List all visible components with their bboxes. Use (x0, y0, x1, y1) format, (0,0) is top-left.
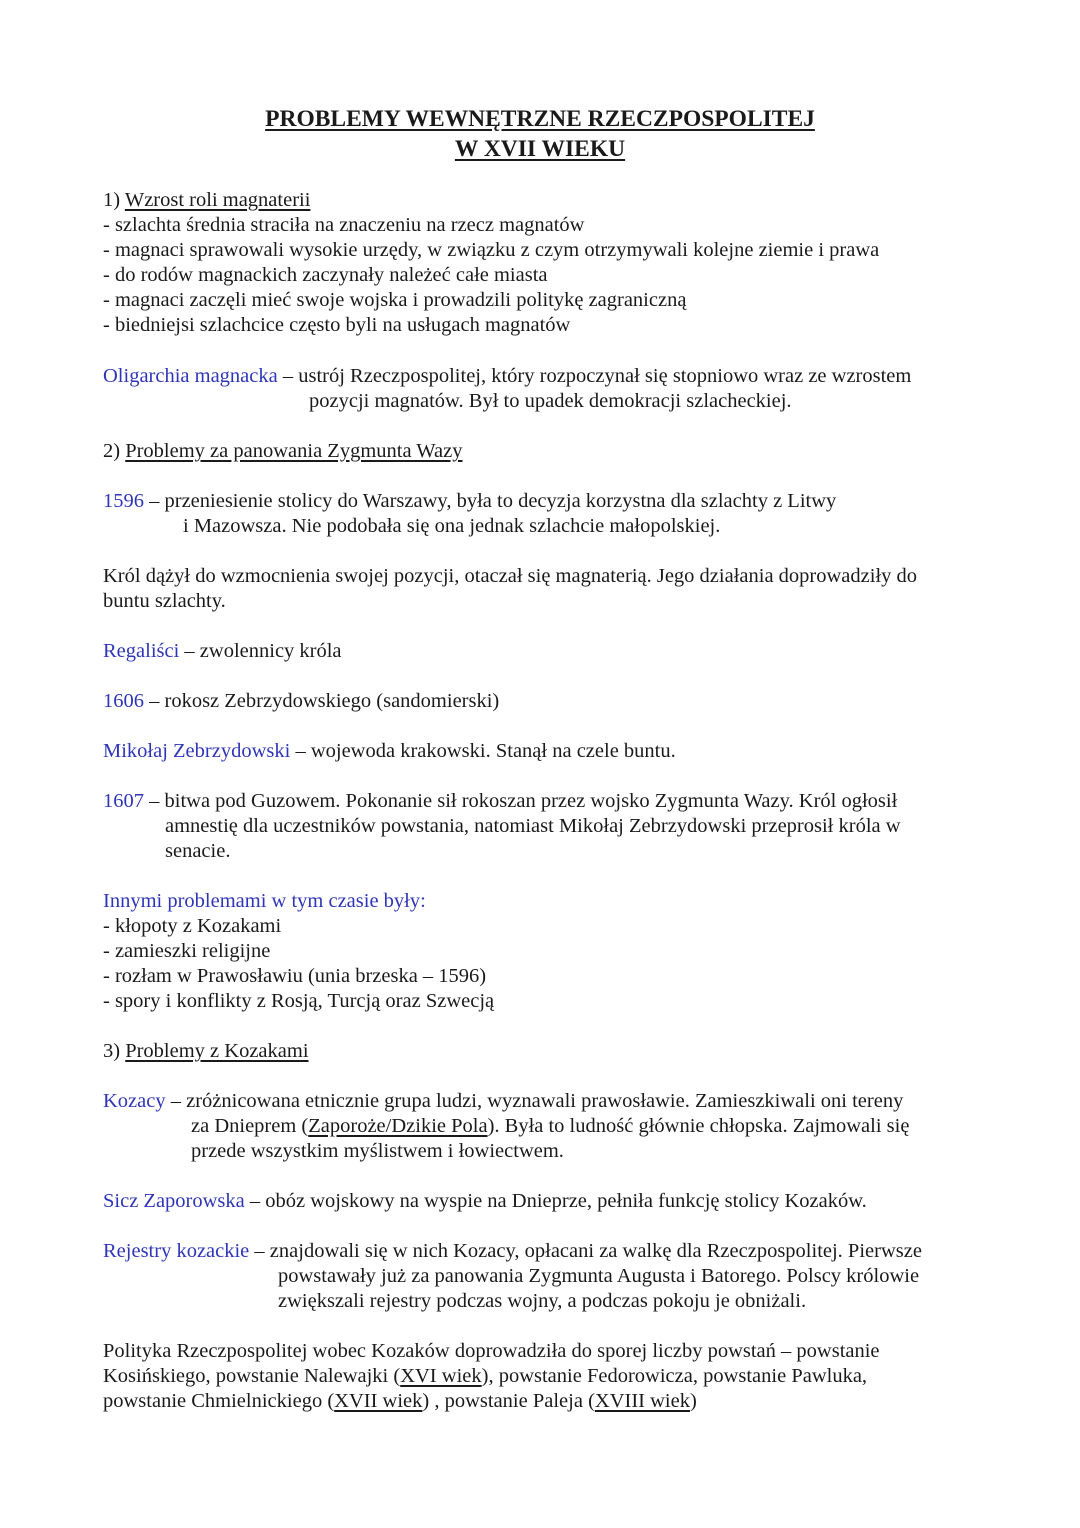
section-1-heading (103, 188, 983, 213)
entry-1596 (103, 489, 983, 539)
definition-sicz (103, 1189, 983, 1214)
entry-text: – rokosz Zebrzydowskiego (sandomierski) (144, 690, 500, 712)
text-segment: Kosińskiego, powstanie Nalewajki ( (103, 1365, 401, 1387)
term-1596: 1596 (103, 490, 144, 512)
term-sicz: Sicz Zaporowska (103, 1190, 245, 1212)
text-segment: ) , powstanie Paleja ( (422, 1390, 595, 1412)
paragraph-krol (103, 564, 983, 614)
definition-text: – obóz wojskowy na wyspie na Dnieprze, pełniła funkcję stolicy Kozaków. (244, 1190, 867, 1212)
paragraph-line: buntu szlachty. (103, 590, 226, 612)
text-segment: powstanie Chmielnickiego ( (103, 1390, 335, 1412)
definition-zebrzydowski (103, 739, 983, 764)
term-zebrzydowski: Mikołaj Zebrzydowski (103, 740, 291, 762)
definition-continuation (103, 1114, 983, 1139)
paragraph-line (103, 1364, 983, 1389)
term-rejestry: Rejestry kozackie (103, 1240, 250, 1262)
definition-line (103, 364, 983, 389)
text-segment: ). Była to ludność głównie chłopska. Zajmowali się (487, 1115, 910, 1137)
list-item: - szlachta średnia straciła na znaczeniu na rzecz magnatów (103, 214, 585, 236)
definition-line (103, 1089, 983, 1114)
paragraph-line: Polityka Rzeczpospolitej wobec Kozaków doprowadziła do sporej liczby powstań – powstanie (103, 1340, 880, 1362)
entry-line (103, 689, 983, 714)
definition-kozacy (103, 1089, 983, 1164)
definition-oligarchia (103, 364, 983, 414)
entry-line (103, 489, 983, 514)
definition-text: – ustrój Rzeczpospolitej, który rozpoczynał się stopniowo wraz ze wzrostem (277, 365, 912, 387)
section-heading-text: Problemy za panowania Zygmunta Wazy (125, 440, 463, 462)
entry-continuation: amnestię dla uczestników powstania, natomiast Mikołaj Zebrzydowski przeprosił króla w (165, 815, 901, 837)
term-regalisci: Regaliści (103, 640, 180, 662)
list-item: - do rodów magnackich zaczynały należeć całe miasta (103, 264, 548, 286)
text-segment: ), powstanie Fedorowicza, powstanie Pawluka, (481, 1365, 868, 1387)
entry-continuation: i Mazowsza. Nie podobała się ona jednak szlachcie małopolskiej. (183, 515, 721, 537)
definition-line (103, 1239, 983, 1264)
entry-1607 (103, 789, 983, 864)
definition-continuation: pozycji magnatów. Był to upadek demokracji szlacheckiej. (309, 390, 792, 412)
entry-line (103, 789, 983, 814)
list-item: - magnaci sprawowali wysokie urzędy, w związku z czym otrzymywali kolejne ziemie i prawa (103, 239, 880, 261)
list-item: - kłopoty z Kozakami (103, 915, 282, 937)
definition-rejestry (103, 1239, 983, 1314)
underlined-century-xvii: XVII wiek (334, 1390, 423, 1412)
definition-text: – zwolennicy króla (179, 640, 342, 662)
list-item: - zamieszki religijne (103, 940, 271, 962)
underlined-term-zaporoze: Zaporoże/Dzikie Pola (308, 1115, 488, 1137)
heading-line (103, 1039, 983, 1064)
term-1607: 1607 (103, 790, 144, 812)
title-line-2: W XVII WIEKU (454, 136, 626, 162)
definition-text: – znajdowali się w nich Kozacy, opłacani za walkę dla Rzeczpospolitej. Pierwsze (249, 1240, 922, 1262)
section-3-heading (103, 1039, 983, 1064)
term-1606: 1606 (103, 690, 144, 712)
text-segment: za Dnieprem ( (191, 1115, 309, 1137)
section-2-heading (103, 439, 983, 464)
definition-text: – wojewoda krakowski. Stanął na czele buntu. (290, 740, 676, 762)
definition-line (103, 639, 983, 664)
underlined-century-xviii: XVIII wiek (594, 1390, 690, 1412)
section-heading-text: Wzrost roli magnaterii (124, 189, 311, 211)
entry-text: – bitwa pod Guzowem. Pokonanie sił rokoszan przez wojsko Zygmunta Wazy. Król ogłosił (144, 790, 898, 812)
entry-continuation: senacie. (165, 840, 231, 862)
section-1 (103, 188, 983, 338)
underlined-century-xvi: XVI wiek (400, 1365, 482, 1387)
definition-regalisci (103, 639, 983, 664)
definition-text: – zróżnicowana etnicznie grupa ludzi, wyznawali prawosławie. Zamieszkiwali oni tereny (165, 1090, 904, 1112)
definition-continuation: przede wszystkim myślistwem i łowiectwem. (191, 1140, 564, 1162)
list-item: - rozłam w Prawosławiu (unia brzeska – 1596) (103, 965, 487, 987)
page-title (0, 104, 1080, 164)
heading-line (103, 439, 983, 464)
paragraph-line: Król dążył do wzmocnienia swojej pozycji, otaczał się magnaterią. Jego działania doprowadziły do (103, 565, 918, 587)
section-number: 3) (103, 1040, 126, 1062)
definition-continuation: zwiększali rejestry podczas wojny, a podczas pokoju je obniżali. (278, 1290, 807, 1312)
definition-line (103, 739, 983, 764)
list-item: - biedniejsi szlachcice często byli na usługach magnatów (103, 314, 571, 336)
entry-text: – przeniesienie stolicy do Warszawy, była to decyzja korzystna dla szlachty z Litwy (144, 490, 837, 512)
definition-line (103, 1189, 983, 1214)
other-problems-heading: Innymi problemami w tym czasie były: (103, 890, 426, 912)
list-item: - spory i konflikty z Rosją, Turcją oraz Szwecją (103, 990, 495, 1012)
term-kozacy: Kozacy (103, 1090, 166, 1112)
section-number: 1) (103, 189, 125, 211)
section-heading-text: Problemy z Kozakami (125, 1040, 309, 1062)
section-number: 2) (103, 440, 126, 462)
text-segment: ) (689, 1390, 697, 1412)
entry-1606 (103, 689, 983, 714)
paragraph-polityka (103, 1339, 983, 1414)
paragraph-line (103, 1389, 983, 1414)
title-line-1: PROBLEMY WEWNĘTRZNE RZECZPOSPOLITEJ (265, 106, 815, 132)
list-item: - magnaci zaczęli mieć swoje wojska i prowadzili politykę zagraniczną (103, 289, 687, 311)
term-oligarchia: Oligarchia magnacka (103, 365, 278, 387)
definition-continuation: powstawały już za panowania Zygmunta Augusta i Batorego. Polscy królowie (278, 1265, 920, 1287)
other-problems (103, 889, 983, 1014)
